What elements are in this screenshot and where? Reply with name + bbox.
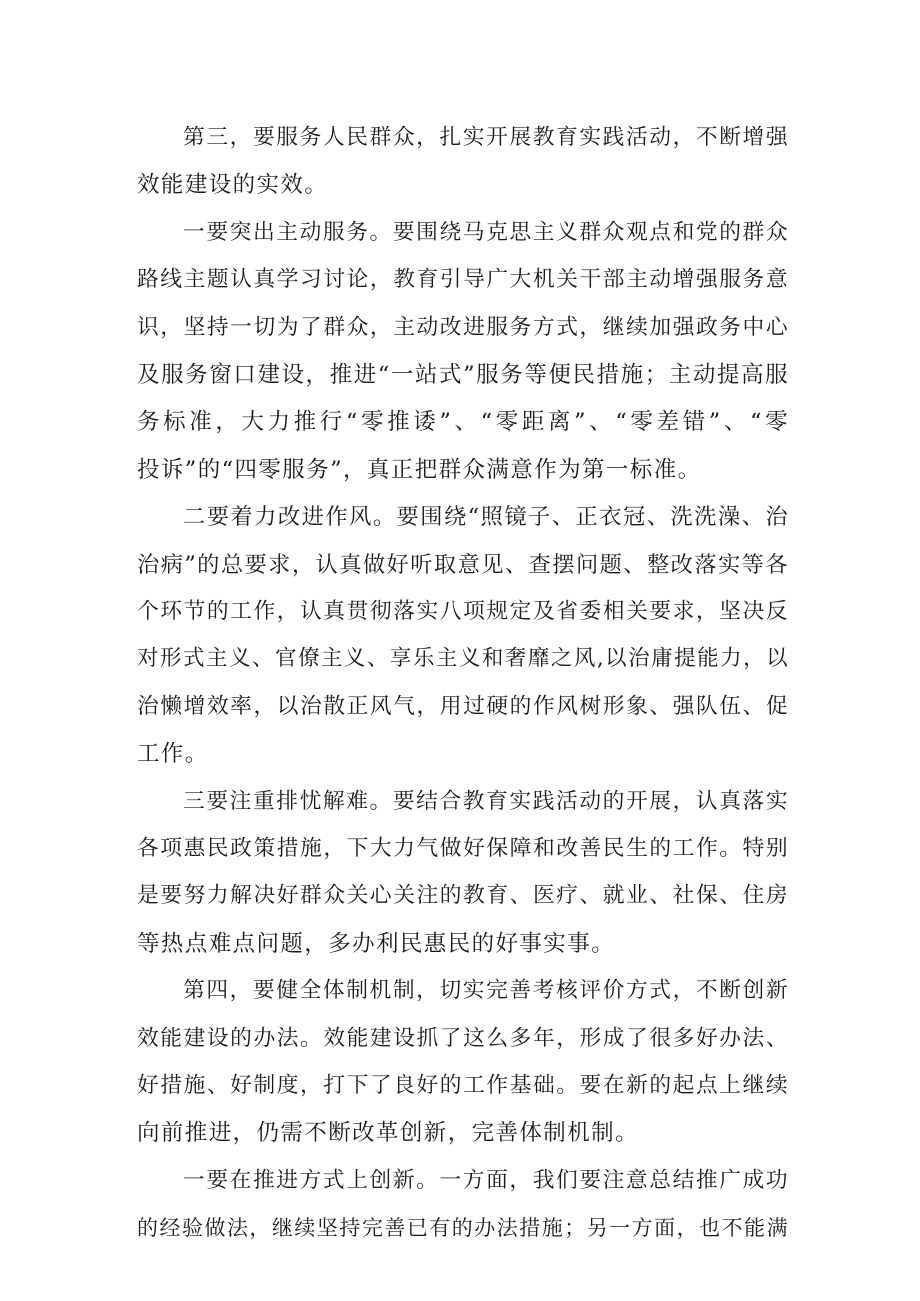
text-line: 效能建设的办法。效能建设抓了这么多年，形成了很多好办法、 xyxy=(137,1025,789,1051)
text-line: 等热点难点问题，多办利民惠民的好事实事。 xyxy=(137,930,616,957)
text-line: 一要在推进方式上创新。一方面，我们要注意总结推广成功 xyxy=(183,1167,789,1193)
text-line: 一要突出主动服务。要围绕马克思主义群众观点和党的群众 xyxy=(183,219,789,245)
text-line: 第四，要健全体制机制，切实完善考核评价方式，不断创新 xyxy=(183,978,789,1004)
text-line: 第三，要服务人民群众，扎实开展教育实践活动，不断增强 xyxy=(183,125,789,150)
text-line: 好措施、好制度，打下了良好的工作基础。要在新的起点上继续 xyxy=(137,1073,789,1098)
text-line: 投诉”的“四零服务”，真正把群众满意作为第一标准。 xyxy=(137,456,702,483)
text-line: 的经验做法，继续坚持完善已有的办法措施；另一方面，也不能满 xyxy=(137,1216,789,1241)
text-line: 个环节的工作，认真贯彻落实八项规定及省委相关要求，坚决反 xyxy=(137,599,789,624)
text-line: 三要注重排忧解难。要结合教育实践活动的开展，认真落实 xyxy=(183,788,789,814)
text-line: 各项惠民政策措施，下大力气做好保障和改善民生的工作。特别 xyxy=(137,836,789,861)
text-line: 务标准，大力推行“零推诿”、“零距离”、“零差错”、“零 xyxy=(137,409,789,436)
text-line: 对形式主义、官僚主义、享乐主义和奢靡之风,以治庸提能力，以 xyxy=(137,646,789,672)
text-line: 二要着力改进作风。要围绕“照镜子、正衣冠、洗洗澡、治 xyxy=(183,504,789,531)
text-line: 效能建设的实效。 xyxy=(137,172,329,199)
text-line: 是要努力解决好群众关心关注的教育、医疗、就业、社保、住房 xyxy=(137,883,789,909)
text-line: 治懒增效率，以治散正风气，用过硬的作风树形象、强队伍、促 xyxy=(137,693,789,719)
text-line: 治病”的总要求，认真做好听取意见、查摆问题、整改落实等各 xyxy=(137,551,789,578)
text-line: 识，坚持一切为了群众，主动改进服务方式，继续加强政务中心 xyxy=(137,314,789,340)
text-line: 路线主题认真学习讨论，教育引导广大机关干部主动增强服务意 xyxy=(137,267,789,293)
text-line: 工作。 xyxy=(137,741,209,768)
text-line: 向前推进，仍需不断改革创新，完善体制机制。 xyxy=(137,1120,639,1147)
text-line: 及服务窗口建设，推进“一站式”服务等便民措施；主动提高服 xyxy=(137,362,789,388)
